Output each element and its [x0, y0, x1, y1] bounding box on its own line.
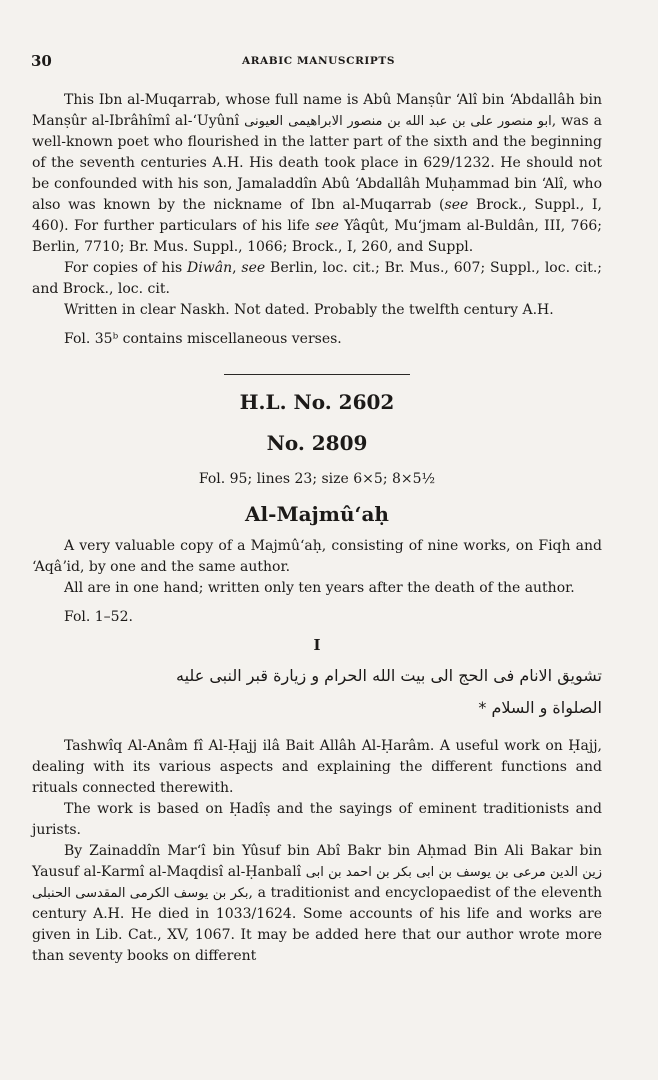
- folio-range: Fol. 1–52.: [64, 609, 133, 625]
- arabic-nisba: العيونى: [244, 114, 284, 129]
- arabic-title-line-2: الصلواة و السلام *: [478, 698, 602, 717]
- see-italic: see: [315, 218, 339, 234]
- arabic-author-name: زين الدين مرعى بن يوسف بن ابى بكر بن احمد بن ابى بكر بن يوسف الكرمى المقدسى الحنبلى: [32, 865, 603, 901]
- arabic-title-block: [32, 660, 602, 724]
- see-italic: see: [241, 260, 266, 276]
- intro-paragraph-2: [32, 258, 602, 300]
- author-text: , a traditionist and encyclopaedist of the eleventh century A.H. He died in 1033/1624. Some accounts of his life and works are given in Lib. Cat., XV, 1067. It may be added here that our author wrote more than seventy books on different: [32, 885, 603, 964]
- page-number: 30: [31, 52, 52, 70]
- diwan-italic: Diwân: [187, 260, 233, 276]
- description-paragraph-1: A very valuable copy of a Majmûʻaḥ, consisting of nine works, on Fiqh and ʻAqâʼid, by one and the same author.: [32, 538, 602, 575]
- intro-text: ,: [232, 260, 242, 276]
- folio-info: Fol. 95; lines 23; size 6×5; 8×5½: [198, 471, 436, 487]
- page-header: [31, 50, 606, 72]
- intro-paragraph-3: Written in clear Naskh. Not dated. Probably the twelfth century A.H.: [64, 302, 554, 318]
- section-divider: [224, 374, 410, 375]
- running-head: ARABIC MANUSCRIPTS: [241, 55, 395, 67]
- intro-paragraph-4: Fol. 35ᵇ contains miscellaneous verses.: [64, 331, 342, 347]
- intro-text: Brock., Suppl., I, 460). For further particulars of his life: [32, 197, 603, 234]
- manuscript-number-heading: No. 2809: [266, 431, 368, 455]
- intro-text: , was a well-known poet who flourished in the latter part of the sixth and the beginning of the seventh centuries A.H. His death took place in 629/1232. He should not be confounded with his son, Jamaladdîn Abû ʻAbdallâh Muḥammad bin ʻAlî, who also was known by the nickname of Ibn al-Muqarrab (: [32, 113, 603, 213]
- description-paragraph-2: All are in one hand; written only ten years after the death of the author.: [64, 580, 575, 596]
- intro-text: For copies of his: [64, 260, 188, 276]
- work-description-1: Tashwîq Al-Anâm fî Al-Ḥajj ilâ Bait Allâh Al-Ḥarâm. A useful work on Ḥajj, dealing with its various aspects and explaining the different functions and rituals connected therewith.: [32, 738, 602, 796]
- work-title: Al-Majmûʻaḥ: [245, 502, 389, 526]
- arabic-name: ابو منصور على بن عبد الله بن منصور الابراهيمى: [288, 114, 552, 129]
- section-numeral: I: [313, 636, 321, 654]
- intro-text: This Ibn al-Muqarrab, whose full name is Abû Manṣûr ʻAlî bin ʻAbdallâh bin Manṣûr al-Ibrâhîmî al-ʻUyûnî: [32, 92, 602, 129]
- arabic-title-line-1: تشويق الانام فى الحج الى بيت الله الحرام و زيارة قبر النبى عليه: [175, 666, 602, 685]
- hl-number-heading: H.L. No. 2602: [239, 390, 395, 414]
- intro-paragraph-1: [32, 90, 602, 258]
- work-description-2: The work is based on Ḥadîṣ and the sayings of eminent traditionists and jurists.: [32, 801, 602, 838]
- intro-text: Yâqût, Muʻjmam al-Buldân, III, 766; Berlin, 7710; Br. Mus. Suppl., 1066; Brock., I, 260, and Suppl.: [32, 218, 602, 255]
- author-text: By Zainaddîn Marʻî bin Yûsuf bin Abî Bakr bin Aḥmad Bin Ali Bakar bin Yausuf al-Karmî al-Maqdisî al-Ḥanbalî: [32, 843, 602, 880]
- author-paragraph: [32, 841, 602, 967]
- page-body: [32, 90, 602, 967]
- see-italic: see: [444, 197, 469, 213]
- intro-text: Berlin, loc. cit.; Br. Mus., 607; Suppl., loc. cit.; and Brock., loc. cit.: [32, 260, 602, 297]
